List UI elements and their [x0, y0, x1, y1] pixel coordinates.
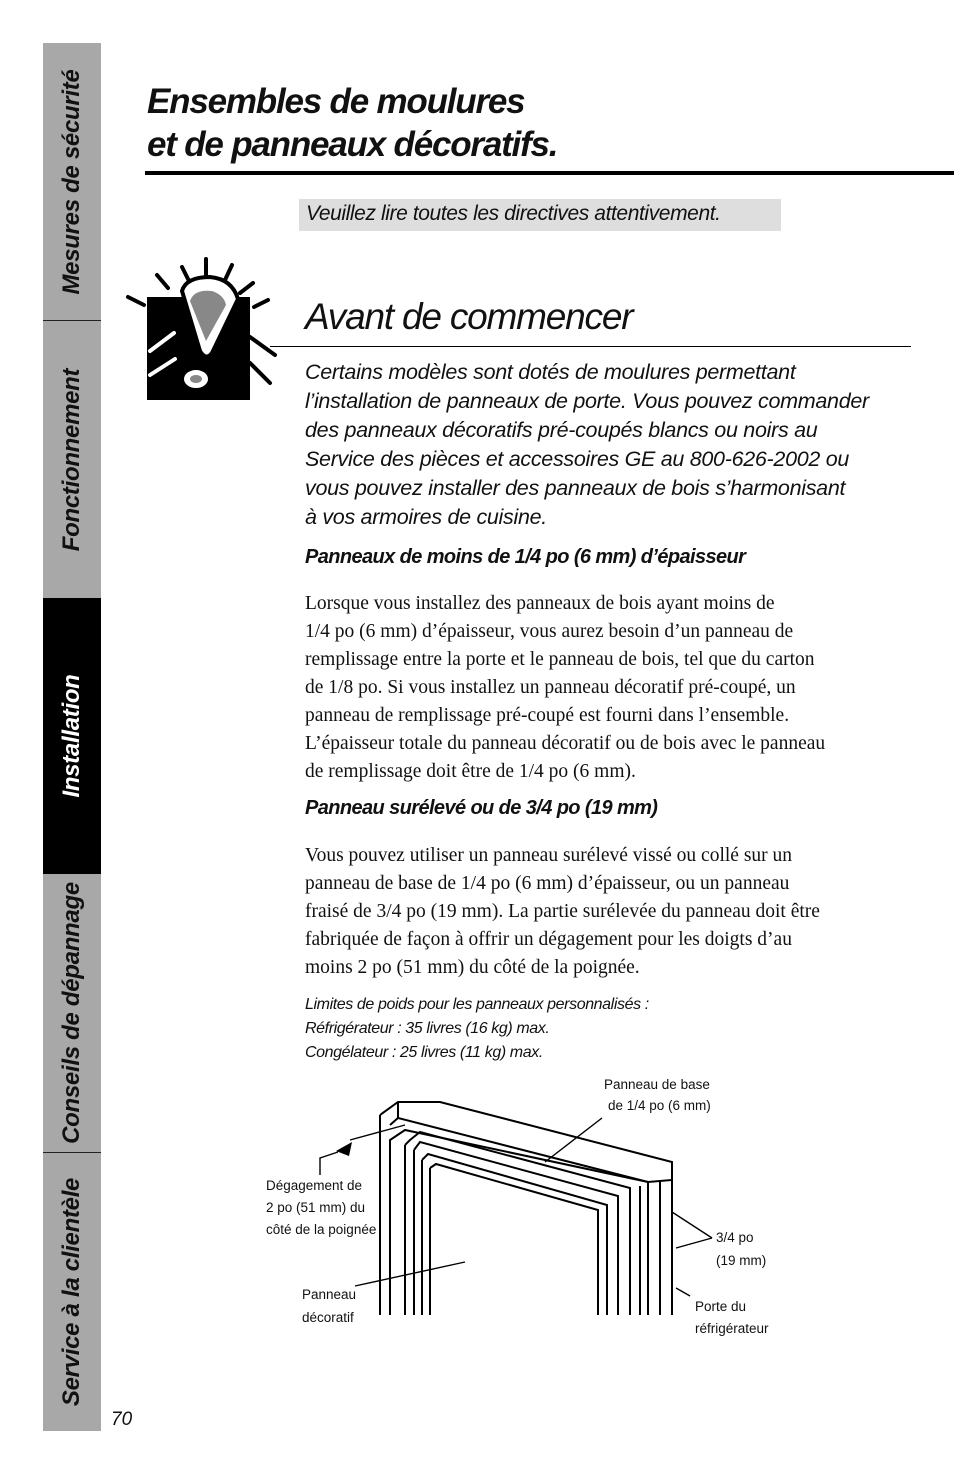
tab-label: Installation: [58, 674, 85, 798]
tab-divider: [43, 320, 101, 321]
tab-label: Service à la clientèle: [58, 1177, 85, 1407]
label-base-panel-2: de 1/4 po (6 mm): [608, 1098, 711, 1113]
section-rule: [270, 346, 911, 347]
label-door-2: réfrigérateur: [695, 1321, 769, 1336]
weight-limits-title: Limites de poids pour les panneaux personnalisés :: [305, 996, 649, 1013]
body-line: fraisé de 3/4 po (19 mm). La partie surélevée du panneau doit être: [305, 901, 820, 922]
tab-mesures-de-securite[interactable]: [43, 43, 101, 320]
side-tab-bar: [43, 43, 101, 1431]
intro-line: des panneaux décoratifs pré-coupés blancs ou noirs au: [305, 418, 818, 442]
intro-line: vous pouvez installer des panneaux de bois s’harmonisant: [305, 476, 846, 500]
tab-conseils-de-depannage[interactable]: [43, 874, 101, 1152]
label-thickness-2: (19 mm): [716, 1253, 767, 1268]
notice-text: Veuillez lire toutes les directives attentivement.: [306, 202, 721, 225]
title-rule: [145, 171, 954, 175]
label-base-panel-1: Panneau de base: [604, 1077, 710, 1092]
body-line: moins 2 po (51 mm) du côté de la poignée.: [305, 957, 640, 978]
body-line: L’épaisseur totale du panneau décoratif ou de bois avec le panneau: [305, 733, 826, 754]
section-heading: Avant de commencer: [305, 296, 633, 337]
intro-line: à vos armoires de cuisine.: [305, 505, 547, 529]
label-clearance-2: 2 po (51 mm) du: [266, 1200, 366, 1215]
body-line: panneau de remplissage pré-coupé est fourni dans l’ensemble.: [305, 705, 790, 726]
body-line: de remplissage doit être de 1/4 po (6 mm).: [305, 761, 636, 782]
tab-installation[interactable]: [43, 598, 101, 874]
panel-installation-diagram: [240, 1070, 800, 1360]
raised-panel-paragraph: [305, 842, 915, 982]
intro-line: Certains modèles sont dotés de moulures permettant: [305, 360, 796, 384]
body-line: Lorsque vous installez des panneaux de bois ayant moins de: [305, 593, 775, 614]
thin-panels-paragraph: [305, 590, 915, 786]
label-decor-1: Panneau: [302, 1287, 357, 1302]
body-line: de 1/8 po. Si vous installez un panneau décoratif pré-coupé, un: [305, 677, 796, 698]
label-clearance-1: Dégagement de: [266, 1178, 363, 1193]
body-line: 1/4 po (6 mm) d’épaisseur, vous aurez besoin d’un panneau de: [305, 621, 794, 642]
tab-fonctionnement[interactable]: [43, 321, 101, 598]
tab-label: Conseils de dépannage: [58, 882, 85, 1144]
subsection-heading-thin-panels: Panneaux de moins de 1/4 po (6 mm) d’épaisseur: [305, 546, 746, 568]
tab-divider: [43, 1152, 101, 1153]
intro-line: l’installation de panneaux de porte. Vous pouvez commander: [305, 389, 869, 413]
label-door-1: Porte du: [695, 1299, 747, 1314]
intro-line: Service des pièces et accessoires GE au 800-626-2002 ou: [305, 447, 850, 471]
tab-service-a-la-clientele[interactable]: [43, 1153, 101, 1431]
body-line: panneau de base de 1/4 po (6 mm) d’épaisseur, ou un panneau: [305, 873, 790, 894]
subsection-heading-raised-panel: Panneau surélevé ou de 3/4 po (19 mm): [305, 797, 658, 819]
tab-label: Fonctionnement: [58, 368, 85, 551]
body-line: Vous pouvez utiliser un panneau surélevé vissé ou collé sur un: [305, 845, 793, 866]
label-decor-2: décoratif: [302, 1310, 354, 1325]
page-title-line-1: Ensembles de moulures: [147, 82, 525, 121]
page-title-line-2: et de panneaux décoratifs.: [147, 125, 558, 164]
body-line: remplissage entre la porte et le panneau de bois, tel que du carton: [305, 649, 815, 670]
page-title: [147, 80, 557, 166]
intro-paragraph: [305, 358, 915, 532]
tab-label: Mesures de sécurité: [58, 68, 85, 295]
weight-limit-refrigerator: Réfrigérateur : 35 livres (16 kg) max.: [305, 1020, 550, 1037]
notice-box: [299, 199, 781, 231]
body-line: fabriquée de façon à offrir un dégagement pour les doigts d’au: [305, 929, 792, 950]
warning-exclamation-icon: [120, 255, 290, 410]
page-number: 70: [111, 1409, 133, 1430]
label-thickness-1: 3/4 po: [716, 1230, 754, 1245]
weight-limit-freezer: Congélateur : 25 livres (11 kg) max.: [305, 1044, 543, 1061]
label-clearance-3: côté de la poignée: [266, 1222, 377, 1237]
weight-limits: [305, 993, 649, 1065]
